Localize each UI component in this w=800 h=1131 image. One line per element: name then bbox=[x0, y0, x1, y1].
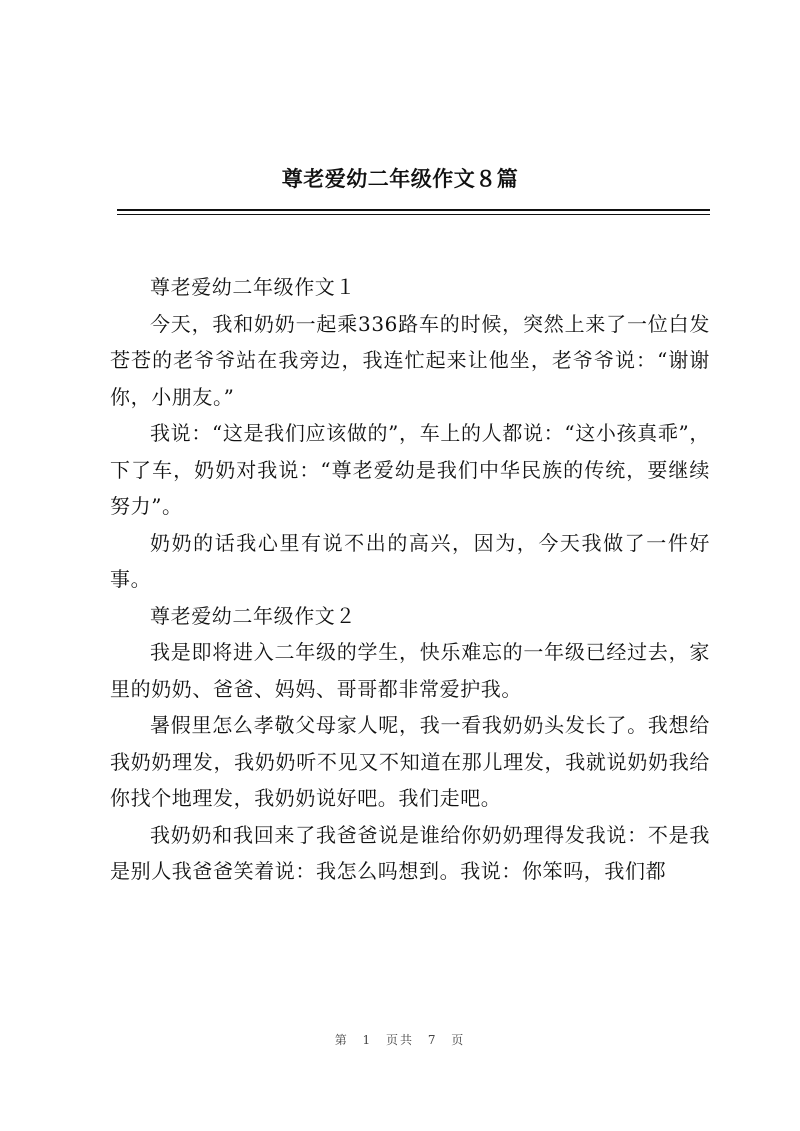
section-heading: 尊老爱幼二年级作文１ bbox=[150, 275, 356, 299]
title-underline bbox=[117, 209, 710, 211]
paragraph: 今天，我和奶奶一起乘336路车的时候，突然上来了一位白发苍苍的老爷爷站在我旁边，我连忙起来让他坐，老爷爷说：“谢谢你，小朋友。” bbox=[110, 311, 710, 409]
page-number-footer: 第 1 页共 7 页 bbox=[334, 1033, 466, 1047]
paragraph: 奶奶的话我心里有说不出的高兴，因为，今天我做了一件好事。 bbox=[110, 530, 710, 591]
paragraph: 暑假里怎么孝敬父母家人呢，我一看我奶奶头发长了。我想给我奶奶理发，我奶奶听不见又不知道在那儿理发，我就说奶奶我给你找个地理发，我奶奶说好吧。我们走吧。 bbox=[110, 713, 710, 810]
paragraph: 我是即将进入二年级的学生，快乐难忘的一年级已经过去，家里的奶奶、爸爸、妈妈、哥哥都非常爱护我。 bbox=[110, 640, 710, 701]
paragraph: 我说：“这是我们应该做的”，车上的人都说：“这小孩真乖”，下了车，奶奶对我说：“尊老爱幼是我们中华民族的传统，要继续努力”。 bbox=[110, 421, 710, 518]
title-underline-thin bbox=[117, 214, 710, 215]
document-title: 尊老爱幼二年级作文８篇 bbox=[281, 166, 519, 191]
document-body bbox=[110, 269, 710, 890]
paragraph: 我奶奶和我回来了我爸爸说是谁给你奶奶理得发我说：不是我是别人我爸爸笑着说：我怎么吗想到。我说：你笨吗，我们都 bbox=[110, 822, 710, 883]
section-heading: 尊老爱幼二年级作文２ bbox=[150, 603, 356, 628]
